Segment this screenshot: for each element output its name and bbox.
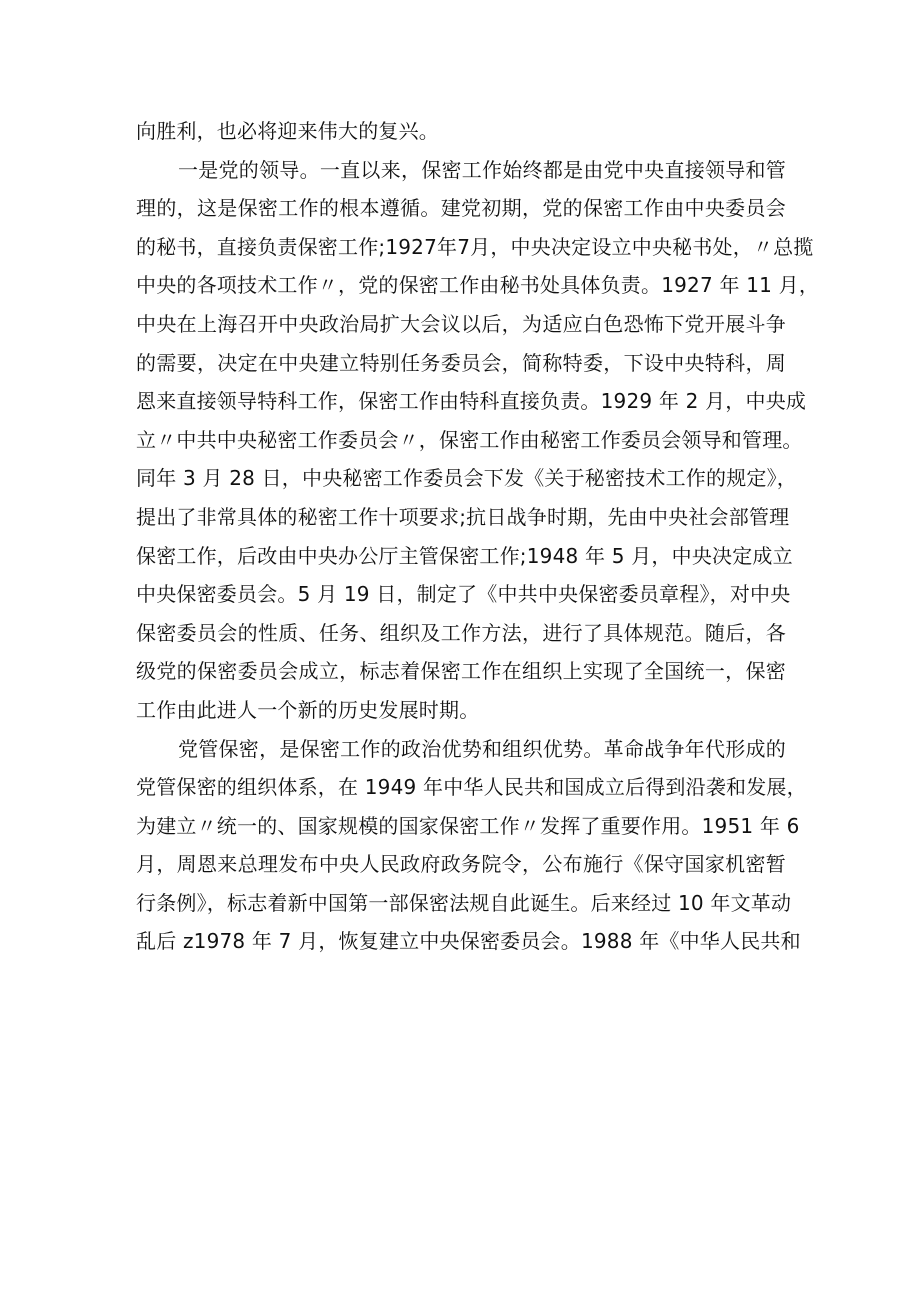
text-line: 的需要，决定在中央建立特别任务委员会，简称特委，下设中央特科，周 <box>136 350 786 375</box>
text-line: 立〃中共中央秘密工作委员会〃，保密工作由秘密工作委员会领导和管理。 <box>136 427 803 452</box>
text-line: 党管保密的组织体系，在 1949 年中华人民共和国成立后得到沿袭和发展， <box>136 775 807 800</box>
paragraph-intro-tail <box>136 112 786 151</box>
text-line: 乱后 z1978 年 7 月，恢复建立中央保密委员会。1988 年《中华人民共和 <box>136 929 801 954</box>
text-line: 的秘书，直接负责保密工作;1927年7月，中央决定设立中央秘书处，〃总揽 <box>136 234 814 259</box>
text-line: 向胜利，也必将迎来伟大的复兴。 <box>136 119 439 143</box>
paragraph-party-leadership <box>136 151 820 730</box>
text-line: 工作由此进人一个新的历史发展时期。 <box>136 697 480 722</box>
document-body <box>136 112 820 961</box>
text-line: 理的，这是保密工作的根本遵循。建党初期，党的保密工作由中央委员会 <box>136 196 786 221</box>
text-line: 中央保密委员会。5 月 19 日，制定了《中共中央保密委员章程》，对中央 <box>136 582 791 607</box>
text-line: 一是党的领导。一直以来，保密工作始终都是由党中央直接领导和管 <box>178 157 786 182</box>
text-line: 恩来直接领导特科工作，保密工作由特科直接负责。1929 年 2 月，中央成 <box>136 389 807 414</box>
text-line: 保密工作，后改由中央办公厅主管保密工作;1948 年 5 月，中央决定成立 <box>136 543 793 568</box>
text-line: 中央在上海召开中央政治局扩大会议以后，为适应白色恐怖下党开展斗争 <box>136 311 786 336</box>
text-line: 中央的各项技术工作〃，党的保密工作由秘书处具体负责。1927 年 11 月， <box>136 273 820 298</box>
text-line: 保密委员会的性质、任务、组织及工作方法，进行了具体规范。随后，各 <box>136 620 786 645</box>
text-line: 提出了非常具体的秘密工作十项要求;抗日战争时期，先由中央社会部管理 <box>136 504 790 529</box>
text-line: 党管保密，是保密工作的政治优势和组织优势。革命战争年代形成的 <box>178 736 786 761</box>
paragraph-party-secrecy <box>136 730 807 962</box>
text-line: 同年 3 月 28 日，中央秘密工作委员会下发《关于秘密技术工作的规定》， <box>136 466 798 491</box>
text-line: 行条例》，标志着新中国第一部保密法规自此诞生。后来经过 10 年文革动 <box>136 890 792 915</box>
text-line: 为建立〃统一的、国家规模的国家保密工作〃发挥了重要作用。1951 年 6 <box>136 813 800 838</box>
text-line: 月，周恩来总理发布中央人民政府政务院令，公布施行《保守国家机密暂 <box>136 852 786 877</box>
text-line: 级党的保密委员会成立，标志着保密工作在组织上实现了全国统一，保密 <box>136 659 786 684</box>
